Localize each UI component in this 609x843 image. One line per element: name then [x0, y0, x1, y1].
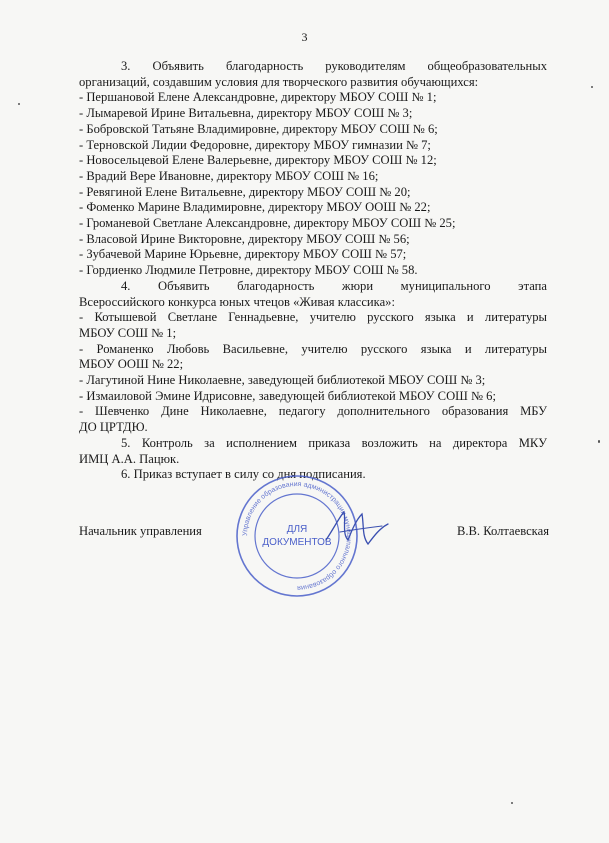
document-body — [79, 59, 547, 483]
list-item: - Власовой Ирине Викторовне, директору МБОУ СОШ № 56; — [79, 231, 410, 246]
list-item: - Фоменко Марине Владимировне, директору МБОУ ООШ № 22; — [79, 200, 431, 215]
scan-speck — [598, 440, 600, 443]
signature-title: Начальник управления — [79, 524, 202, 538]
list-item-cont: МБОУ СОШ № 1; — [79, 325, 177, 340]
item3-intro-line1: 3. Объявить благодарность руководителям общеобразовательных — [121, 59, 547, 73]
signature-row — [79, 524, 549, 544]
scan-speck — [18, 103, 20, 105]
item6-line1: 6. Приказ вступает в силу со дня подписания. — [121, 467, 366, 482]
list-item: - Романенко Любовь Васильевне, учителю русского языка и литературы — [79, 341, 547, 356]
list-item: - Бобровской Татьяне Владимировне, директору МБОУ СОШ № 6; — [79, 121, 438, 136]
list-item: - Лымаревой Ирине Витальевна, директору МБОУ СОШ № 3; — [79, 106, 413, 121]
item3-intro-line2: организаций, создавшим условия для творческого развития обучающихся: — [79, 74, 479, 89]
item5-line1: 5. Контроль за исполнением приказа возложить на директора МКУ — [121, 435, 547, 450]
list-item: - Лагутиной Нине Николаевне, заведующей библиотекой МБОУ СОШ № 3; — [79, 373, 486, 388]
list-item: - Гордиенко Людмиле Петровне, директору МБОУ СОШ № 58. — [79, 263, 418, 278]
list-item: - Котышевой Светлане Геннадьевне, учителю русского языка и литературы — [79, 310, 547, 325]
list-item-cont: МБОУ ООШ № 22; — [79, 357, 184, 372]
list-item: - Врадий Вере Ивановне, директору МБОУ СОШ № 16; — [79, 168, 379, 183]
item4-intro-line2: Всероссийского конкурса юных чтецов «Живая классика»: — [79, 294, 395, 309]
stamp-center-line1: ДЛЯ — [286, 524, 308, 535]
list-item: - Новосельцевой Елене Валерьевне, директору МБОУ СОШ № 12; — [79, 153, 437, 168]
item4-intro-line1: 4. Объявить благодарность жюри муниципального этапа — [121, 278, 547, 293]
stamp-ring-text: Управление образования администрации муниципального образования — [241, 480, 353, 592]
list-item-cont: ДО ЦРТДЮ. — [79, 420, 148, 435]
scan-speck — [511, 802, 513, 804]
signature-name: В.В. Колтаевская — [456, 524, 549, 538]
list-item: - Терновской Лидии Федоровне, директору МБОУ гимназии № 7; — [79, 137, 431, 152]
list-item: - Шевченко Дине Николаевне, педагогу дополнительного образования МБУ — [79, 404, 547, 419]
list-item: - Громаневой Светлане Александровне, директору МБОУ СОШ № 25; — [79, 216, 456, 231]
list-item: - Першановой Елене Александровне, директору МБОУ СОШ № 1; — [79, 90, 437, 105]
scan-speck — [591, 86, 593, 88]
item5-line2: ИМЦ А.А. Пацюк. — [79, 451, 180, 466]
list-item: - Зубачевой Марине Юрьевне, директору МБОУ СОШ № 57; — [79, 247, 407, 262]
page-number: 3 — [301, 30, 308, 44]
list-item: - Ревягиной Елене Витальевне, директору МБОУ СОШ № 20; — [79, 184, 411, 199]
list-item: - Измаиловой Эмине Идрисовне, заведующей библиотекой МБОУ СОШ № 6; — [79, 388, 496, 403]
stamp-center-line2: ДОКУМЕНТОВ — [262, 537, 332, 548]
